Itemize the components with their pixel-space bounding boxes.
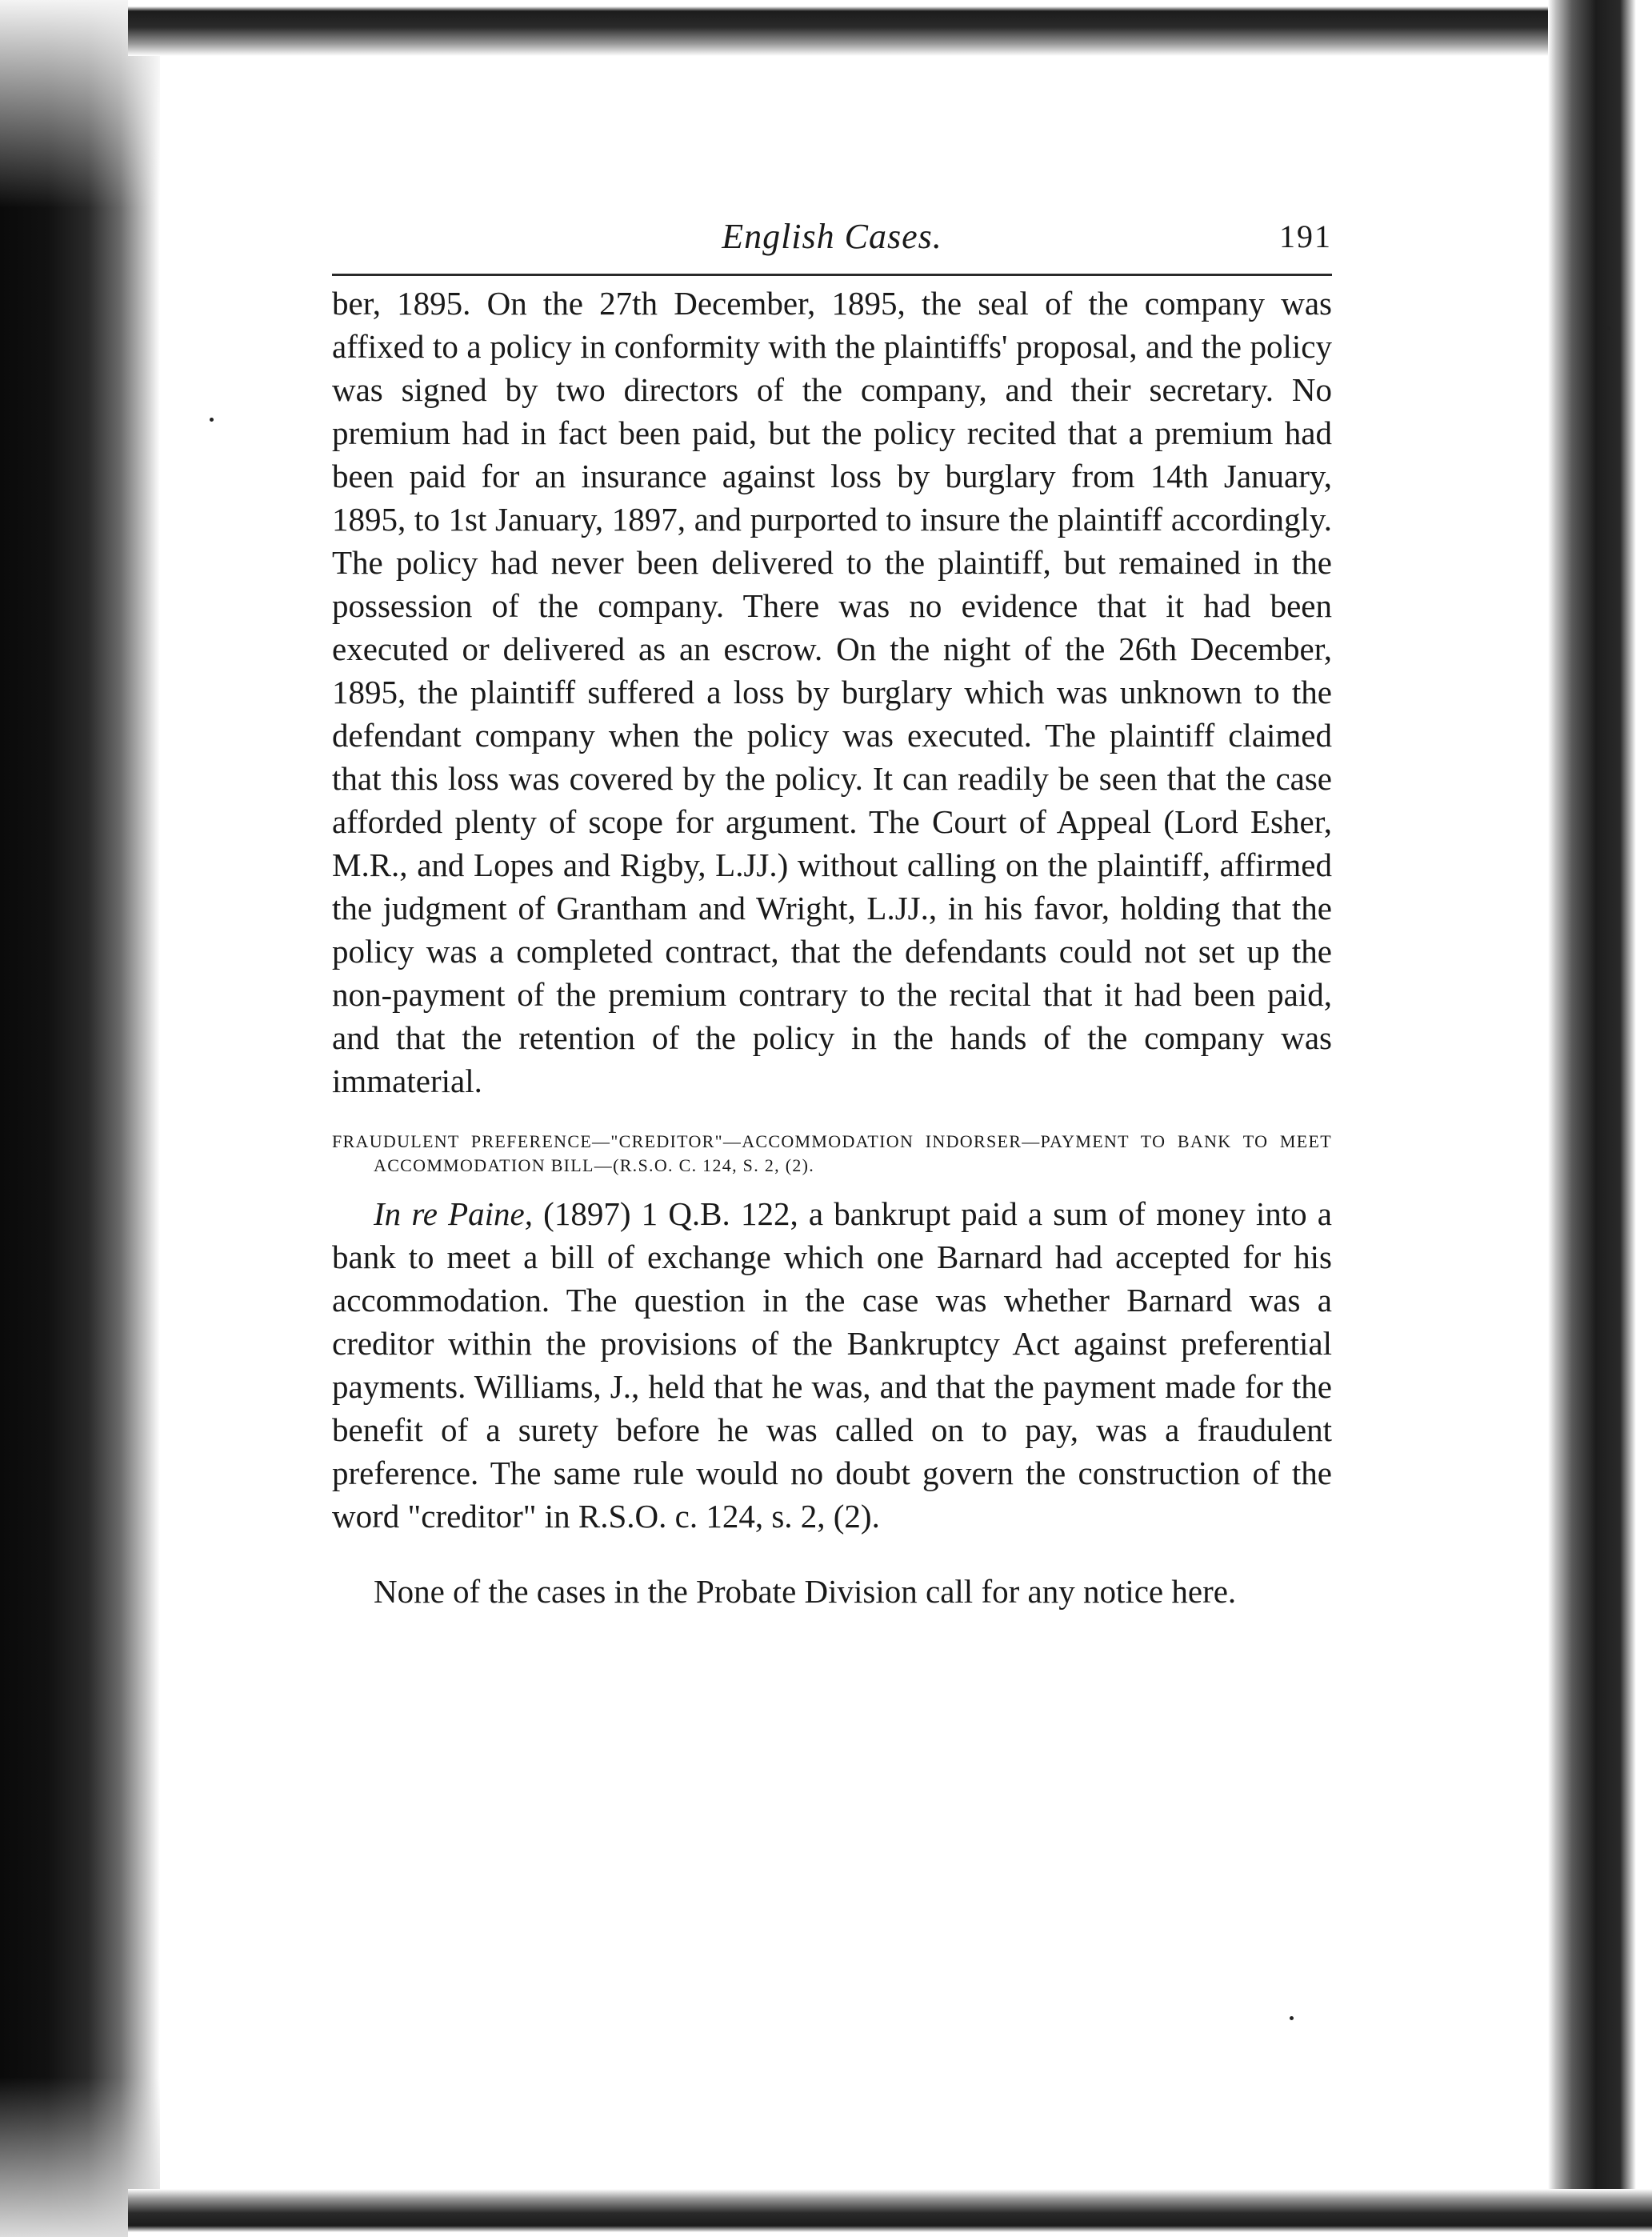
scan-speck (210, 418, 214, 422)
running-head (332, 216, 1332, 272)
paragraph-continuation (332, 282, 1332, 1102)
page-body (332, 282, 1332, 1613)
section-heading: FRAUDULENT PREFERENCE—"CREDITOR"—ACCOMMODATION INDORSER—PAYMENT TO BANK TO MEET ACCOMMODATION BILL—(R.S.O. C. 124, S. 2, (2). (332, 1131, 1332, 1175)
case-name: In re Paine, (374, 1195, 534, 1232)
header-rule (332, 274, 1332, 276)
paragraph-text (332, 1192, 1332, 1538)
paragraph-text: ber, 1895. On the 27th December, 1895, the seal of the company was affixed to a policy in conformity with the plaintiffs' proposal, and the policy was signed by two directors of the company, and their secretary. No premium had in fact been paid, but the policy recited that a premium had been paid for an insurance against loss by burglary from 14th January, 1895, to 1st January, 1897, and purported to insure the plaintiff accordingly. The policy had never been delivered to the plaintiff, but remained in the possession of the company. There was no evidence that it had been executed or delivered as an escrow. On the night of the 26th December, 1895, the plaintiff suffered a loss by burglary which was unknown to the defendant company when the policy was executed. The plaintiff claimed that this loss was covered by the policy. It can readily be seen that the case afforded plenty of scope for argument. The Court of Appeal (Lord Esher, M.R., and Lopes and Rigby, L.JJ.) without calling on the plaintiff, affirmed the judgment of Grantham and Wright, L.JJ., in his favor, holding that the policy was a completed contract, that the defendants could not set up the non-payment of the premium contrary to the recital that it had been paid, and that the retention of the policy in the hands of the company was immaterial. (332, 285, 1332, 1099)
scan-speck (1290, 2016, 1294, 2020)
case-text: (1897) 1 Q.B. 122, a bankrupt paid a sum of money into a bank to meet a bill of exchange which one Barnard had accepted for his accommodation. The question in the case was whether Barnard was a creditor within the provisions of the Bankruptcy Act against preferential payments. Williams, J., held that he was, and that the payment made for the benefit of a surety before he was called on to pay, was a fraudulent preference. The same rule would no doubt govern the construction of the word "creditor" in R.S.O. c. 124, s. 2, (2). (332, 1195, 1333, 1535)
scan-border-bottom (128, 2189, 1652, 2237)
scan-border-top (128, 0, 1652, 56)
scan-binding-edge-left (0, 0, 160, 2237)
scan-speck (1606, 326, 1610, 330)
scan-border-right (1548, 0, 1652, 2237)
book-page (332, 216, 1332, 1613)
paragraph-text: None of the cases in the Probate Division call for any notice here. (374, 1573, 1237, 1610)
paragraph-case (332, 1192, 1332, 1538)
page-number: 191 (1279, 218, 1332, 254)
paragraph-closing (332, 1570, 1332, 1613)
running-title: English Cases. (722, 217, 942, 256)
